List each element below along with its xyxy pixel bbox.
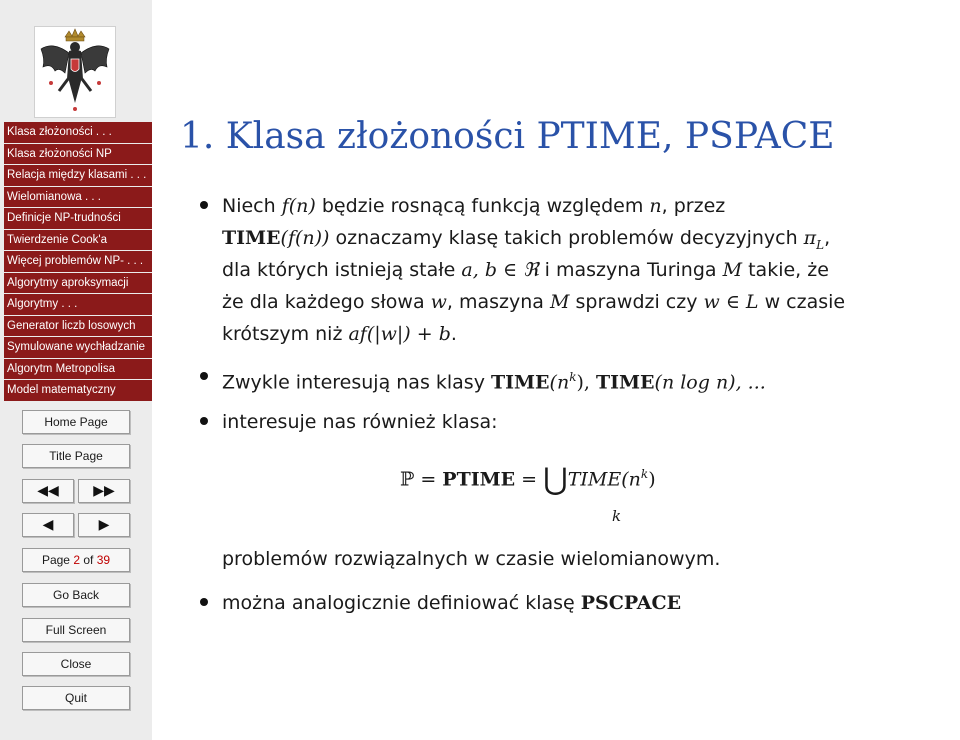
section-link[interactable]: Algorytmy . . . [4, 294, 152, 316]
bullet-icon [200, 598, 208, 606]
previous-page-icon[interactable]: ◀ [22, 513, 74, 537]
formula: ℙ = PTIME = $⋃TIME(n^k)$ [400, 462, 656, 498]
bullet-1-line-2: TIME(f(n)) oznaczamy klasę takich problemów decyzyjnych $\pi_L$, [222, 227, 831, 252]
bullet-icon [200, 201, 208, 209]
eagle-emblem-icon [35, 27, 115, 117]
go-back-button[interactable]: Go Back [22, 583, 130, 607]
page-of: of [83, 553, 94, 567]
section-link[interactable]: Model matematyczny [4, 380, 152, 402]
next-page-icon[interactable]: ▶ [78, 513, 130, 537]
section-link[interactable]: Relacja między klasami . . . [4, 165, 152, 187]
bullet-1-line-5: krótszym niż af(|w|) + b. [222, 323, 457, 345]
home-page-button[interactable]: Home Page [22, 410, 130, 434]
section-link[interactable]: Więcej problemów NP- . . . [4, 251, 152, 273]
page-label: Page [41, 553, 70, 567]
last-page-icon[interactable]: ▶▶ [78, 479, 130, 503]
section-link[interactable]: Klasa złożoności . . . [4, 122, 152, 144]
section-link[interactable]: Wielomianowa . . . [4, 187, 152, 209]
section-link[interactable]: Twierdzenie Cook'a [4, 230, 152, 252]
bullet-icon [200, 372, 208, 380]
union-subscript: k [612, 507, 622, 525]
bullet-icon [200, 417, 208, 425]
section-list [4, 122, 152, 402]
section-link[interactable]: Algorytm Metropolisa [4, 359, 152, 381]
bullet-3: interesuje nas również klasa: [222, 411, 498, 433]
page-current: 2 [73, 553, 80, 567]
bullet-1-line-4: że dla każdego słowa w, maszyna M sprawdzi czy w ∈ L w czasie [222, 291, 846, 313]
bullet-4: można analogicznie definiować klasę PSCPACE [222, 592, 682, 614]
close-button[interactable]: Close [22, 652, 130, 676]
after-formula-text: problemów rozwiązalnych w czasie wielomianowym. [222, 548, 721, 570]
section-link[interactable]: Generator liczb losowych [4, 316, 152, 338]
bullet-1-line-3: dla których istnieją stałe a, b ∈ ℜ i maszyna Turinga M takie, że [222, 259, 829, 281]
quit-button[interactable]: Quit [22, 686, 130, 710]
section-link[interactable]: Definicje NP-trudności [4, 208, 152, 230]
bullet-1-line-1: Niech f(n) będzie rosnącą funkcją względem n, przez [222, 195, 726, 217]
section-link[interactable]: Algorytmy aproksymacji [4, 273, 152, 295]
big-union-icon: ⋃ [543, 462, 568, 498]
first-page-icon[interactable]: ◀◀ [22, 479, 74, 503]
section-link[interactable]: Klasa złożoności NP [4, 144, 152, 166]
page-total: 39 [96, 553, 111, 567]
page-counter [22, 548, 130, 572]
logo-eagle [34, 26, 116, 118]
slide-title: 1. Klasa złożoności PTIME, PSPACE [180, 116, 835, 157]
sidebar [0, 0, 152, 740]
full-screen-button[interactable]: Full Screen [22, 618, 130, 642]
section-link[interactable]: Symulowane wychładzanie [4, 337, 152, 359]
bullet-2: Zwykle interesują nas klasy $TIME(n^k)$, TIME(n log n), ... [222, 370, 766, 394]
title-page-button[interactable]: Title Page [22, 444, 130, 468]
